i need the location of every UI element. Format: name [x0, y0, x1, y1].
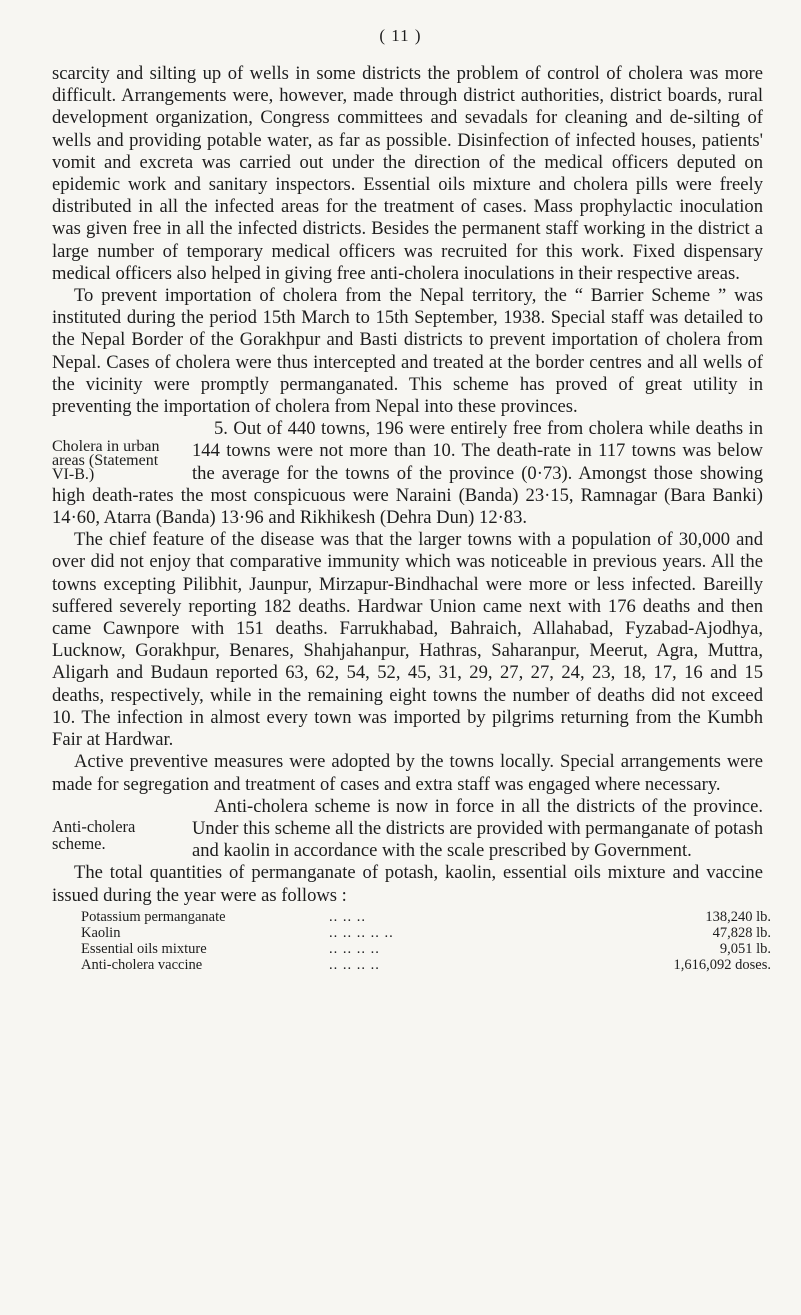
supply-quantity: 1,616,092 doses. — [673, 956, 771, 973]
section-urban-cholera — [52, 418, 763, 529]
supplies-list — [81, 909, 771, 973]
supply-row — [81, 925, 771, 941]
leader-dots: .. .. .. .. .. — [329, 924, 394, 941]
leader-dots: .. .. .. .. — [329, 956, 380, 973]
supply-item: Kaolin — [81, 924, 121, 941]
supply-row — [81, 941, 771, 957]
paragraph-towns-deaths: 5. Out of 440 towns, 196 were entirely free from cholera while deaths in 144 towns were not more than 10. The death-rate in 117 towns was below the average for the towns of the province (0·73). Amongst those showing high death-rates the most conspicuous were Naraini (Banda) 23·15, Ramnagar (Bara Banki) 14·60, Atarra (Banda) 13·96 and Rikhikesh (Dehra Dun) 12·83. — [52, 418, 763, 529]
paragraph-anti-cholera-scheme: Anti-cholera scheme is now in force in all the districts of the province. Under this scheme all the districts are provided with permanganate of potash and kaolin in accordance with the scale prescribed by Government. — [192, 795, 763, 862]
supply-item: Potassium permanganate — [81, 908, 226, 925]
paragraph-cholera-control: scarcity and silting up of wells in some districts the problem of control of cholera was more difficult. Arrangements were, however, made through district authorities, district boards, rural development organization, Congress committees and sevadals for cleaning and de-silting of wells and providing potable water, as far as possible. Disinfection of infected houses, patients' vomit and excreta was carried out under the direction of the medical officers deputed on epidemic work and sanitary inspectors. Essential oils mixture and cholera pills were freely distributed in all the infected areas for the treatment of cases. Mass prophylactic inoculation was given free in all the infected districts. Besides the permanent staff working in the district a large number of temporary medical officers was recruited for this work. Fixed dispensary medical officers also helped in giving free anti-cholera inoculations in their respective areas. — [52, 63, 763, 284]
paragraph-preventive-measures: Active preventive measures were adopted by the towns locally. Special arrangements were made for segregation and treatment of cases and extra staff was engaged where necessary. — [52, 751, 763, 795]
document-body — [52, 63, 771, 973]
paragraph-barrier-scheme: To prevent importation of cholera from the Nepal territory, the “ Barrier Scheme ” was instituted during the period 15th March to 15th September, 1938. Special staff was detailed to the Nepal Border of the Gorakhpur and Basti districts to prevent importation of cholera from Nepal. Cases of cholera were thus intercepted and treated at the border centres and all wells of the vicinity were promptly permanganated. This scheme has proved of great utility in preventing the importation of cholera from Nepal into these provinces. — [52, 285, 763, 418]
paragraph-total-quantities: The total quantities of permanganate of potash, kaolin, essential oils mixture and vaccine issued during the year were as follows : — [52, 862, 763, 906]
leader-dots: .. .. .. .. — [329, 940, 380, 957]
paragraph-larger-towns: The chief feature of the disease was that the larger towns with a population of 30,000 and over did not enjoy that comparative immunity which was noticeable in previous years. All the towns excepting Pilibhit, Jaunpur, Mirzapur-Bindhachal were more or less infected. Bareilly suffered severely reporting 182 deaths. Hardwar Union came next with 176 deaths and then came Cawnpore with 151 deaths. Farrukhabad, Bahraich, Allahabad, Fyzabad-Ajodhya, Lucknow, Gorakhpur, Benares, Shahjahanpur, Hathras, Saharanpur, Meerut, Agra, Muttra, Aligarh and Budaun reported 63, 62, 54, 52, 45, 31, 29, 27, 27, 24, 23, 18, 17, 16 and 15 deaths, respectively, while in the remaining eight towns the number of deaths did not exceed 10. The infection in almost every town was imported by pilgrims returning from the Kumbh Fair at Hardwar. — [52, 529, 763, 751]
section-anti-cholera-scheme — [52, 796, 763, 863]
page-number: ( 11 ) — [379, 26, 422, 45]
leader-dots: .. .. .. — [329, 908, 366, 925]
supply-item: Anti-cholera vaccine — [81, 956, 203, 973]
sidenote-urban-areas: Cholera in urban areas (Statement VI-B.) — [52, 438, 160, 484]
supply-row — [81, 909, 771, 925]
supply-quantity: 9,051 lb. — [719, 940, 771, 957]
supply-item: Essential oils mixture — [81, 940, 207, 957]
sidenote-anti-cholera-scheme: Anti-cholera scheme. — [52, 816, 136, 853]
supply-quantity: 138,240 lb. — [705, 908, 771, 925]
supply-row — [81, 957, 771, 973]
supply-quantity: 47,828 lb. — [712, 924, 771, 941]
